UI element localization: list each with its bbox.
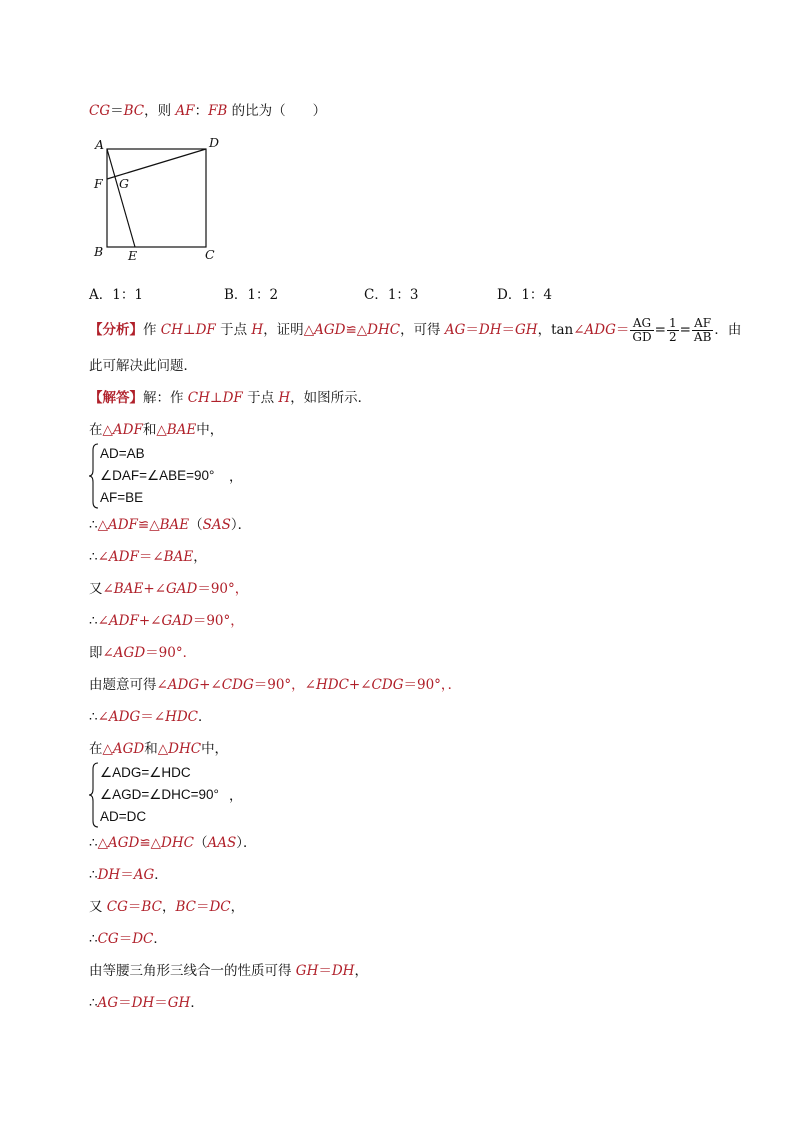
analysis-text: ＝ (615, 322, 630, 338)
problem-stem (89, 102, 326, 120)
stem-text: ： (194, 103, 209, 119)
answer-line: ∴△ADF≌△BAE（SAS）． (89, 517, 252, 533)
analysis-text: ，可得 (400, 322, 445, 338)
analysis-text: CH (160, 322, 183, 338)
stem-text: FB (208, 103, 228, 119)
answer-line: ∴DH＝AG． (89, 867, 168, 883)
analysis-text: 于点 (215, 322, 252, 338)
analysis-text: AG (444, 322, 466, 338)
analysis-text: = (679, 322, 691, 338)
answer-line: ∴AG＝DH＝GH． (89, 995, 204, 1011)
equation-system-2: ∠ADG=∠HDC ∠AGD=∠DHC=90° AD=DC ， (89, 762, 309, 828)
analysis-line-1 (89, 316, 741, 344)
label-b: B (94, 244, 104, 259)
analysis-text: ∠ADG (573, 322, 616, 338)
answer-line: ∴∠ADF+∠GAD＝90°， (89, 613, 244, 629)
label-c: C (205, 247, 215, 262)
stem-text: CG (89, 103, 111, 119)
analysis-text: △AGD (303, 322, 346, 338)
stem-text: 的比为（ ） (227, 103, 327, 119)
equation-system-1: AD=AB ∠DAF=∠ABE=90° AF=BE ， (89, 443, 309, 509)
answer-line: ∴∠ADF＝∠BAE， (89, 549, 207, 565)
system-row: ∠DAF=∠ABE=90° (100, 468, 215, 483)
analysis-text: ≌ (345, 322, 357, 338)
label-e: E (128, 248, 138, 263)
answer-line: ∴CG＝DC． (89, 931, 167, 947)
stem-text: BC (123, 103, 145, 119)
analysis-text: △DHC (356, 322, 401, 338)
analysis-text: DH (478, 322, 502, 338)
analysis-text: 作 (143, 322, 161, 338)
system-row: AD=DC (100, 809, 147, 824)
answer-line: 由等腰三角形三线合一的性质可得 GH＝DH， (89, 963, 368, 979)
label-g: G (119, 176, 129, 191)
answer-line: 又∠BAE+∠GAD＝90°， (89, 581, 249, 597)
option-b[interactable]: B．1：2 (224, 287, 279, 303)
label-d: D (209, 135, 220, 150)
answer-line: 在△AGD和△DHC中， (89, 741, 229, 757)
answer-line: 又 CG＝BC，BC＝DC， (89, 899, 245, 915)
answer-line: 由题意可得∠ADG+∠CDG＝90°，∠HDC+∠CDG＝90°，． (89, 677, 462, 693)
geometry-figure (86, 132, 226, 267)
fraction-one-half: $\frac{1}{2}$ (668, 316, 677, 344)
brace-icon (89, 762, 99, 828)
system-row: ∠AGD=∠DHC=90° (100, 787, 219, 802)
analysis-text: ，tan (537, 322, 574, 338)
analysis-text: GH (515, 322, 538, 338)
segment-ae (107, 149, 135, 247)
label-a: A (95, 137, 105, 152)
stem-text: AF (175, 103, 195, 119)
analysis-text: ，证明 (263, 322, 304, 338)
option-d[interactable]: D．1：4 (497, 287, 553, 303)
answer-line: ∴△AGD≌△DHC（AAS）． (89, 835, 257, 851)
answer-line: ∴∠ADG＝∠HDC． (89, 709, 212, 725)
analysis-text: = (654, 322, 666, 338)
analysis-tag: 【分析】 (89, 322, 143, 338)
analysis-text: H (251, 322, 264, 338)
system-row: AD=AB (100, 446, 145, 461)
system-row: ∠ADG=∠HDC (100, 765, 191, 780)
stem-text: ＝ (110, 103, 124, 119)
fraction-ag-gd: $\frac{AG}{GD}$ (632, 316, 652, 344)
option-a[interactable]: A．1：1 (89, 287, 143, 303)
analysis-text: ＝ (501, 322, 516, 338)
option-c[interactable]: C．1：3 (364, 287, 419, 303)
analysis-text: ＝ (465, 322, 479, 338)
answer-intro: 【解答】解：作 CH⊥DF 于点 H，如图所示． (89, 390, 372, 406)
analysis-text: DF (195, 322, 216, 338)
stem-text: ，则 (144, 103, 176, 119)
brace-icon (89, 443, 99, 509)
answer-line: 在△ADF和△BAE中， (89, 422, 224, 438)
label-f: F (94, 176, 103, 191)
analysis-text: ⊥ (182, 322, 196, 338)
answer-tag: 【解答】 (89, 390, 143, 406)
segment-df (107, 149, 206, 179)
analysis-line-2: 此可解决此问题． (89, 358, 197, 374)
analysis-text: ．由 (714, 322, 742, 338)
answer-line: 即∠AGD＝90°． (89, 645, 197, 661)
fraction-af-ab: $\frac{AF}{AB}$ (693, 316, 712, 344)
system-row: AF=BE (100, 490, 144, 505)
